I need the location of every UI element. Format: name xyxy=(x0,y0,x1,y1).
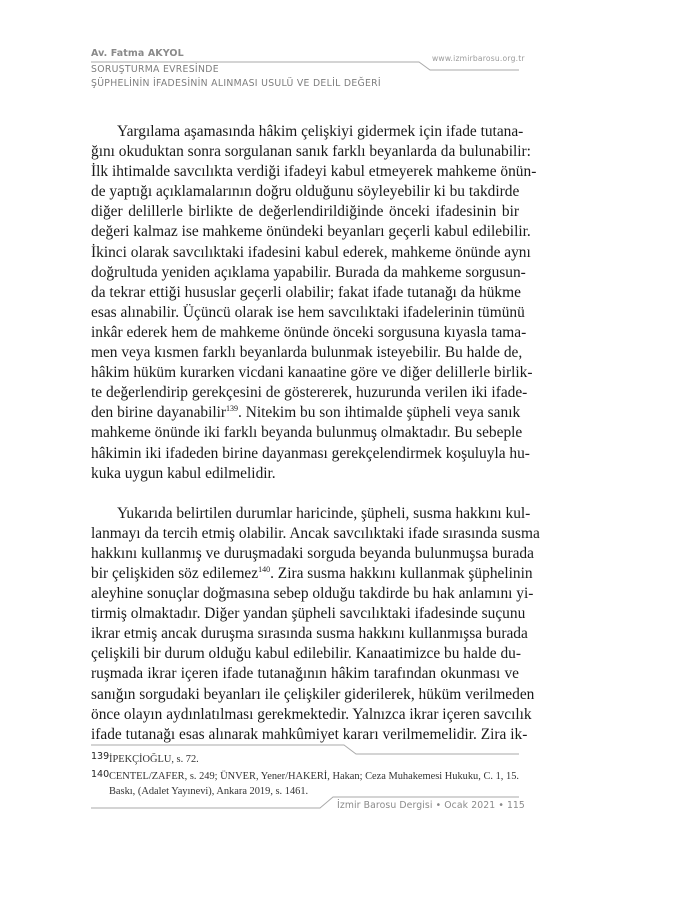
text-line: Yukarıda belirtilen durumlar haricinde, şüpheli, susma hakkını kul- xyxy=(117,504,531,522)
footnote-number: 140 xyxy=(91,769,110,780)
text-line xyxy=(91,564,533,584)
text-line: ğını okuduktan sonra sorgulanan sanık farklı beyanlarda da bulunabilir: xyxy=(91,143,531,161)
text-line: mahkeme önünde iki farklı beyanda bulunmuş olmaktadır. Bu sebeple xyxy=(91,424,523,442)
footnote-ref-139[interactable]: 139 xyxy=(226,404,239,414)
text-line: Yargılama aşamasında hâkim çelişkiyi gidermek için ifade tutana- xyxy=(117,123,524,140)
text-line: İlk ihtimalde savcılıkta verdiği ifadeyi kabul etmeyerek mahkeme önün- xyxy=(91,163,537,181)
text-fragment: den birine dayanabilir xyxy=(91,404,227,422)
text-line: hakkını kullanmış ve duruşmadaki sorguda beyanda bulunmuşsa burada xyxy=(91,544,534,562)
text-fragment: . Zira susma hakkını kullanmak şüphelinin xyxy=(270,564,533,582)
footnote-number: 139 xyxy=(91,751,110,762)
author-name: Av. Fatma AKYOL xyxy=(91,48,184,59)
footnote-ref-140[interactable]: 140 xyxy=(258,564,271,574)
text-line: önce olayın aydınlatılması gerekmektedir. Yalnızca ikrar içeren savcılık xyxy=(91,705,532,723)
text-line: değeri kalmaz ise mahkeme önündeki beyanları geçerli kabul edilebilir. xyxy=(91,223,531,241)
text-line: çelişkili bir durum olduğu kabul edilebilir. Kanaatimizce bu halde du- xyxy=(91,645,521,663)
text-line: te değerlendirip gerekçesini de göstererek, huzurunda verilen iki ifade- xyxy=(91,384,528,402)
text-line xyxy=(91,403,519,423)
text-line: diğer delillerle birlikte de değerlendirildiğinde önceki ifadesinin bir xyxy=(91,203,519,221)
text-line: hâkim hüküm kurarken vicdani kanaatine göre ve diğer delillerle birlik- xyxy=(91,364,533,382)
text-line: men veya kısmen farklı beyanlarda bulunmak isteyebilir. Bu halde de, xyxy=(91,344,523,362)
article-body xyxy=(91,122,540,745)
text-line: lanmayı da tercih etmiş olabilir. Ancak savcılıktaki ifade sırasında susma xyxy=(91,524,540,542)
running-title-line-2: ŞÜPHELİNİN İFADESİNİN ALINMASI USULÜ VE DELİL DEĞERİ xyxy=(91,78,381,89)
text-line: ruşmada ikrar içeren ifade tutanağının hâkim tarafından okunması ve xyxy=(91,665,519,683)
page-number: 115 xyxy=(507,800,525,811)
text-line: sanığın sorgudaki beyanları ile çelişkiler giderilerek, hüküm verilmeden xyxy=(91,685,535,703)
text-fragment: . Nitekim bu son ihtimalde şüpheli veya sanık xyxy=(238,404,521,422)
text-line: hâkimin iki ifadeden birine dayanması gerekçelendirmek koşuluyla hu- xyxy=(91,444,530,462)
text-line: aleyhine sonuçlar doğmasına sebep olduğu takdirde bu hak anlamını yi- xyxy=(91,585,534,603)
text-line: ikrar etmiş ancak duruşma sırasında susma hakkını kullanmışsa burada xyxy=(91,625,528,643)
text-line: ifade tutanağı esas alınarak mahkûmiyet kararı verilmemelidir. Zira ik- xyxy=(91,725,528,743)
footnote-140 xyxy=(91,769,519,799)
text-line: da tekrar ettiği hususlar geçerli olabilir; fakat ifade tutanağı da hükme xyxy=(91,283,521,301)
footnotes xyxy=(91,752,519,801)
paragraph-2 xyxy=(91,504,540,745)
text-line: de yaptığı açıklamalarının doğru olduğunu söyleyebilir ki bu takdirde xyxy=(91,183,520,201)
footnote-139 xyxy=(91,752,519,767)
running-title-line-1: SORUŞTURMA EVRESİNDE xyxy=(91,64,219,75)
website-url[interactable]: www.izmirbarosu.org.tr xyxy=(432,54,525,63)
text-line: inkâr ederek hem de mahkeme önünde önceki sorgusuna kıyasla tama- xyxy=(91,323,527,341)
text-line: tirmiş olmaktadır. Diğer yandan şüpheli savcılıktaki ifadesinde suçunu xyxy=(91,605,526,623)
footnote-text: İPEKÇİOĞLU, s. 72. xyxy=(109,754,199,765)
text-line: kuka uygun kabul edilmelidir. xyxy=(91,464,276,482)
paragraph-1 xyxy=(91,122,537,484)
journal-footer: İzmir Barosu Dergisi • Ocak 2021 • xyxy=(337,800,504,811)
text-line: İkinci olarak savcılıktaki ifadesini kabul ederek, mahkeme önünde aynı xyxy=(91,243,531,261)
text-line: doğrultuda yeniden açıklama yapabilir. Burada da mahkeme sorgusun- xyxy=(91,263,526,281)
text-line: esas alınabilir. Üçüncü olarak ise hem savcılıktaki ifadelerinin tümünü xyxy=(91,303,525,321)
text-fragment: bir çelişkiden söz edilemez xyxy=(91,564,259,582)
footnote-text: CENTEL/ZAFER, s. 249; ÜNVER, Yener/HAKERİ, Hakan; Ceza Muhakemesi Hukuku, C. 1, 15. Baskı, (Adalet Yayınevi), Ankara 2019, s. 1461. xyxy=(109,771,519,797)
